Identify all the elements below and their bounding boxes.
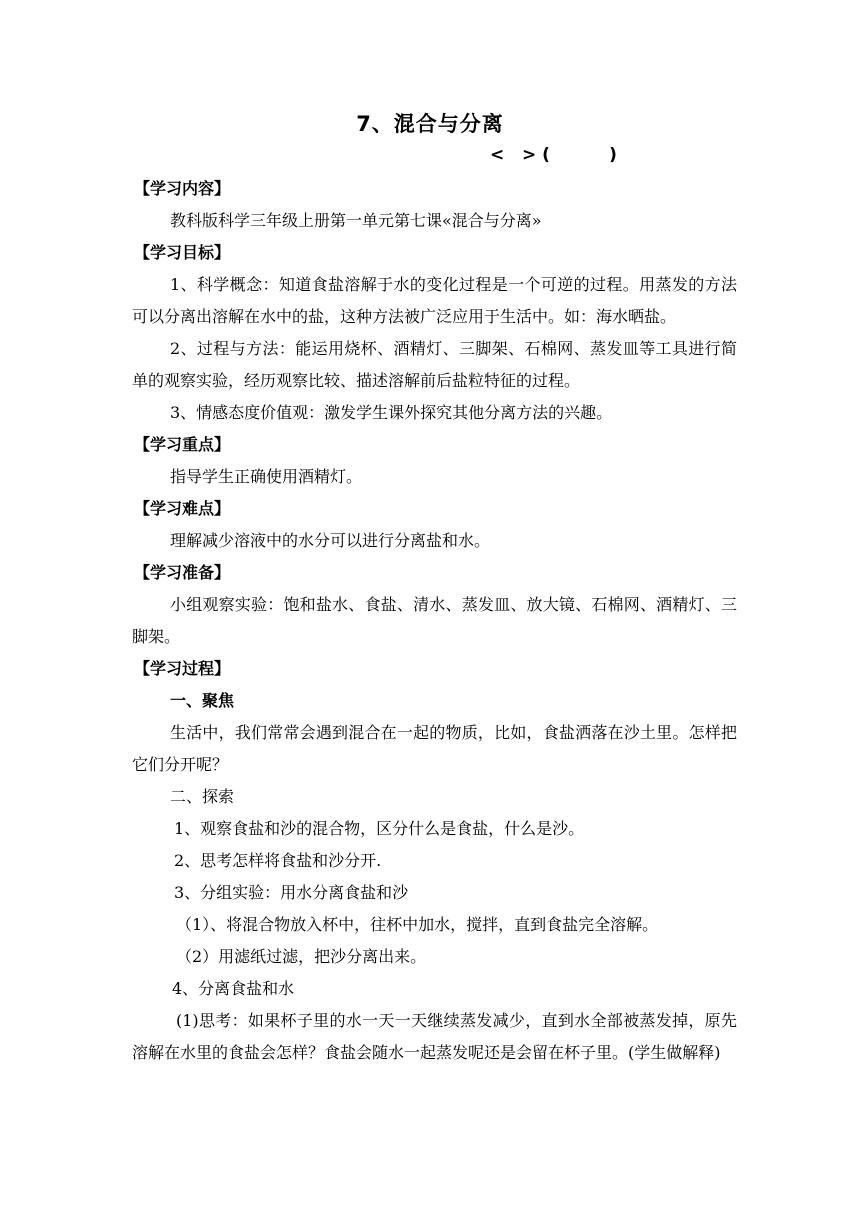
heading-content: 【学习内容】 xyxy=(134,179,231,198)
process-item-4: 4、分离食盐和水 xyxy=(172,979,295,998)
process-step-1-title: 一、聚焦 xyxy=(170,691,235,710)
document-title: 7、混合与分离 xyxy=(356,112,504,136)
heading-preparation: 【学习准备】 xyxy=(134,563,231,582)
heading-focus: 【学习重点】 xyxy=(134,435,231,454)
goal-item-3: 3、情感态度价值观：激发学生课外探究其他分离方法的兴趣。 xyxy=(170,403,613,422)
document-body xyxy=(132,173,737,1069)
preparation-text: 小组观察实验：饱和盐水、食盐、清水、蒸发皿、放大镜、石棉网、酒精灯、三脚架。 xyxy=(132,595,737,646)
process-item-3-2: （2）用滤纸过滤，把沙分离出来。 xyxy=(176,947,427,966)
heading-goals: 【学习目标】 xyxy=(134,243,231,262)
heading-process: 【学习过程】 xyxy=(134,659,231,678)
process-step-1-text: 生活中，我们常常会遇到混合在一起的物质，比如，食盐洒落在沙土里。怎样把它们分开呢？ xyxy=(132,723,737,774)
goal-item-1: 1、科学概念：知道食盐溶解于水的变化过程是一个可逆的过程。用蒸发的方法可以分离出溶解在水中的盐，这种方法被广泛应用于生活中。如：海水晒盐。 xyxy=(132,275,737,326)
difficulty-text: 理解减少溶液中的水分可以进行分离盐和水。 xyxy=(170,531,491,550)
goal-item-2: 2、过程与方法：能运用烧杯、酒精灯、三脚架、石棉网、蒸发皿等工具进行简单的观察实验，经历观察比较、描述溶解前后盐粒特征的过程。 xyxy=(132,339,737,390)
process-item-1: 1、观察食盐和沙的混合物，区分什么是食盐，什么是沙。 xyxy=(174,819,585,838)
document-subtitle: < > ( ) xyxy=(490,145,617,165)
focus-text: 指导学生正确使用酒精灯。 xyxy=(170,467,363,486)
process-step-2-title: 二、探索 xyxy=(170,787,235,806)
process-item-2: 2、思考怎样将食盐和沙分开. xyxy=(174,851,382,870)
heading-difficulty: 【学习难点】 xyxy=(134,499,231,518)
process-item-4-1: (1)思考：如果杯子里的水一天一天继续蒸发减少，直到水全部被蒸发掉，原先溶解在水里的食盐会怎样？食盐会随水一起蒸发呢还是会留在杯子里。(学生做解释) xyxy=(132,1011,737,1062)
process-item-3-1: （1）、将混合物放入杯中，往杯中加水，搅拌，直到食盐完全溶解。 xyxy=(176,915,659,934)
content-text: 教科版科学三年级上册第一单元第七课«混合与分离» xyxy=(170,211,542,230)
process-item-3: 3、分组实验：用水分离食盐和沙 xyxy=(174,883,409,902)
